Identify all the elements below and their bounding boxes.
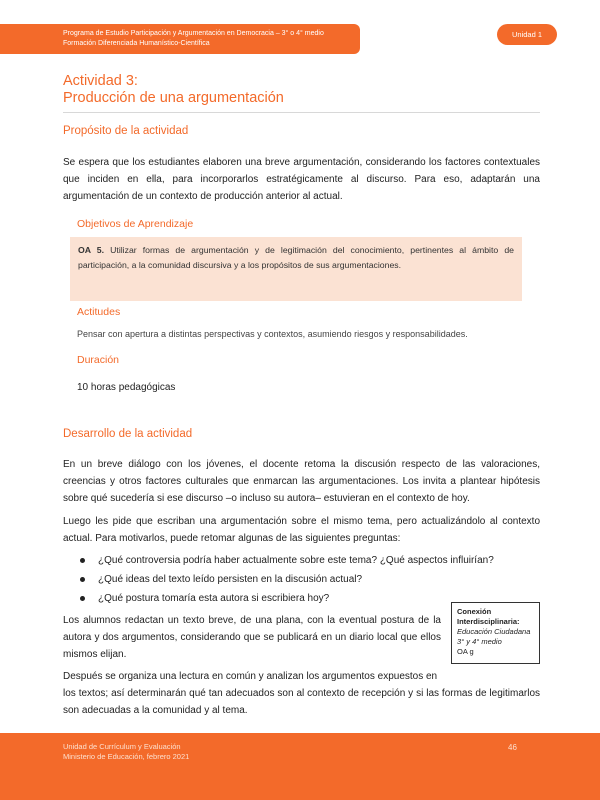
development-paragraph-3: Los alumnos redactan un texto breve, de una plana, con la eventual postura de la autora y dos argumentos, considerando que se publicará en un diario local que ellos mismos elijan. [63, 615, 441, 660]
unit-badge: Unidad 1 [497, 24, 557, 45]
duration-heading: Duración [77, 354, 120, 366]
bullet-icon [80, 577, 85, 582]
attitudes-text: Pensar con apertura a distintas perspectivas y contextos, asumiendo riesgos y responsabilidades. [77, 329, 468, 339]
development-heading: Desarrollo de la actividad [63, 428, 193, 440]
activity-name: Producción de una argumentación [63, 90, 284, 106]
purpose-heading: Propósito de la actividad [63, 125, 189, 137]
list-item: ¿Qué ideas del texto leído persisten en la discusión actual? [80, 570, 494, 589]
list-item: ¿Qué postura tomaría esta autora si escribiera hoy? [80, 589, 494, 608]
activity-title [63, 73, 533, 107]
activity-number: Actividad 3: [63, 73, 138, 89]
objectives-heading: Objetivos de Aprendizaje [77, 218, 194, 230]
objective-description: Utilizar formas de argumentación y de legitimación del conocimiento, pertinentes al ámbito de participación, a la comunidad discursiva y a los propósitos de sus argumentaciones. [78, 245, 514, 270]
objective-code: OA 5. [78, 245, 105, 255]
interdisciplinary-box [451, 602, 540, 664]
connection-oa: OA g [457, 647, 474, 656]
footer-ministry: Ministerio de Educación, febrero 2021 [63, 752, 190, 761]
connection-subtitle: Interdisciplinaria: [457, 617, 520, 626]
connection-subject: Educación Ciudadana [457, 627, 531, 636]
page-number: 46 [508, 743, 517, 752]
objectives-box [70, 237, 522, 301]
program-title: Programa de Estudio Participación y Argumentación en Democracia – 3° o 4° medio [63, 30, 324, 37]
duration-text: 10 horas pedagógicas [77, 382, 176, 393]
footer-bar [0, 733, 600, 800]
development-paragraph-4b: los textos; así determinarán qué tan adecuados son al contexto de recepción y si las formas de legitimarlos son adecuadas a la comunidad y al tema. [63, 688, 540, 716]
header-bar [0, 24, 360, 54]
bullet-icon [80, 596, 85, 601]
connection-title: Conexión [457, 607, 492, 616]
purpose-text: Se espera que los estudiantes elaboren una breve argumentación, considerando los factores contextuales que inciden en ella, para incorporarlos estratégicamente al discurso. Para eso, adaptarán una argumentación de un contexto de producción anterior al actual. [63, 157, 540, 202]
title-divider [63, 112, 540, 113]
development-paragraph-4a: Después se organiza una lectura en común y analizan los argumentos expuestos en [63, 671, 438, 682]
development-paragraph-1: En un breve diálogo con los jóvenes, el docente retoma la discusión respecto de las valoraciones, creencias y otros factores culturales que enmarcan las argumentaciones. Los invita a plantear hipótesis sobre qué sucedería si ese discurso –o incluso su autora– estuvieran en el contexto de hoy. [63, 459, 540, 504]
footer-unit: Unidad de Currículum y Evaluación [63, 742, 181, 751]
program-subtitle: Formación Diferenciada Humanístico-Científica [63, 40, 210, 47]
attitudes-heading: Actitudes [77, 306, 121, 318]
connection-level: 3° y 4° medio [457, 637, 502, 646]
bullet-icon [80, 558, 85, 563]
question-list [80, 551, 494, 608]
list-item: ¿Qué controversia podría haber actualmente sobre este tema? ¿Qué aspectos influirían? [80, 551, 494, 570]
objective-text [78, 243, 514, 273]
footer-info [63, 742, 189, 762]
development-paragraph-2: Luego les pide que escriban una argumentación sobre el mismo tema, pero actualizándolo al contexto actual. Para motivarlos, puede retomar algunas de las siguientes preguntas: [63, 516, 540, 544]
